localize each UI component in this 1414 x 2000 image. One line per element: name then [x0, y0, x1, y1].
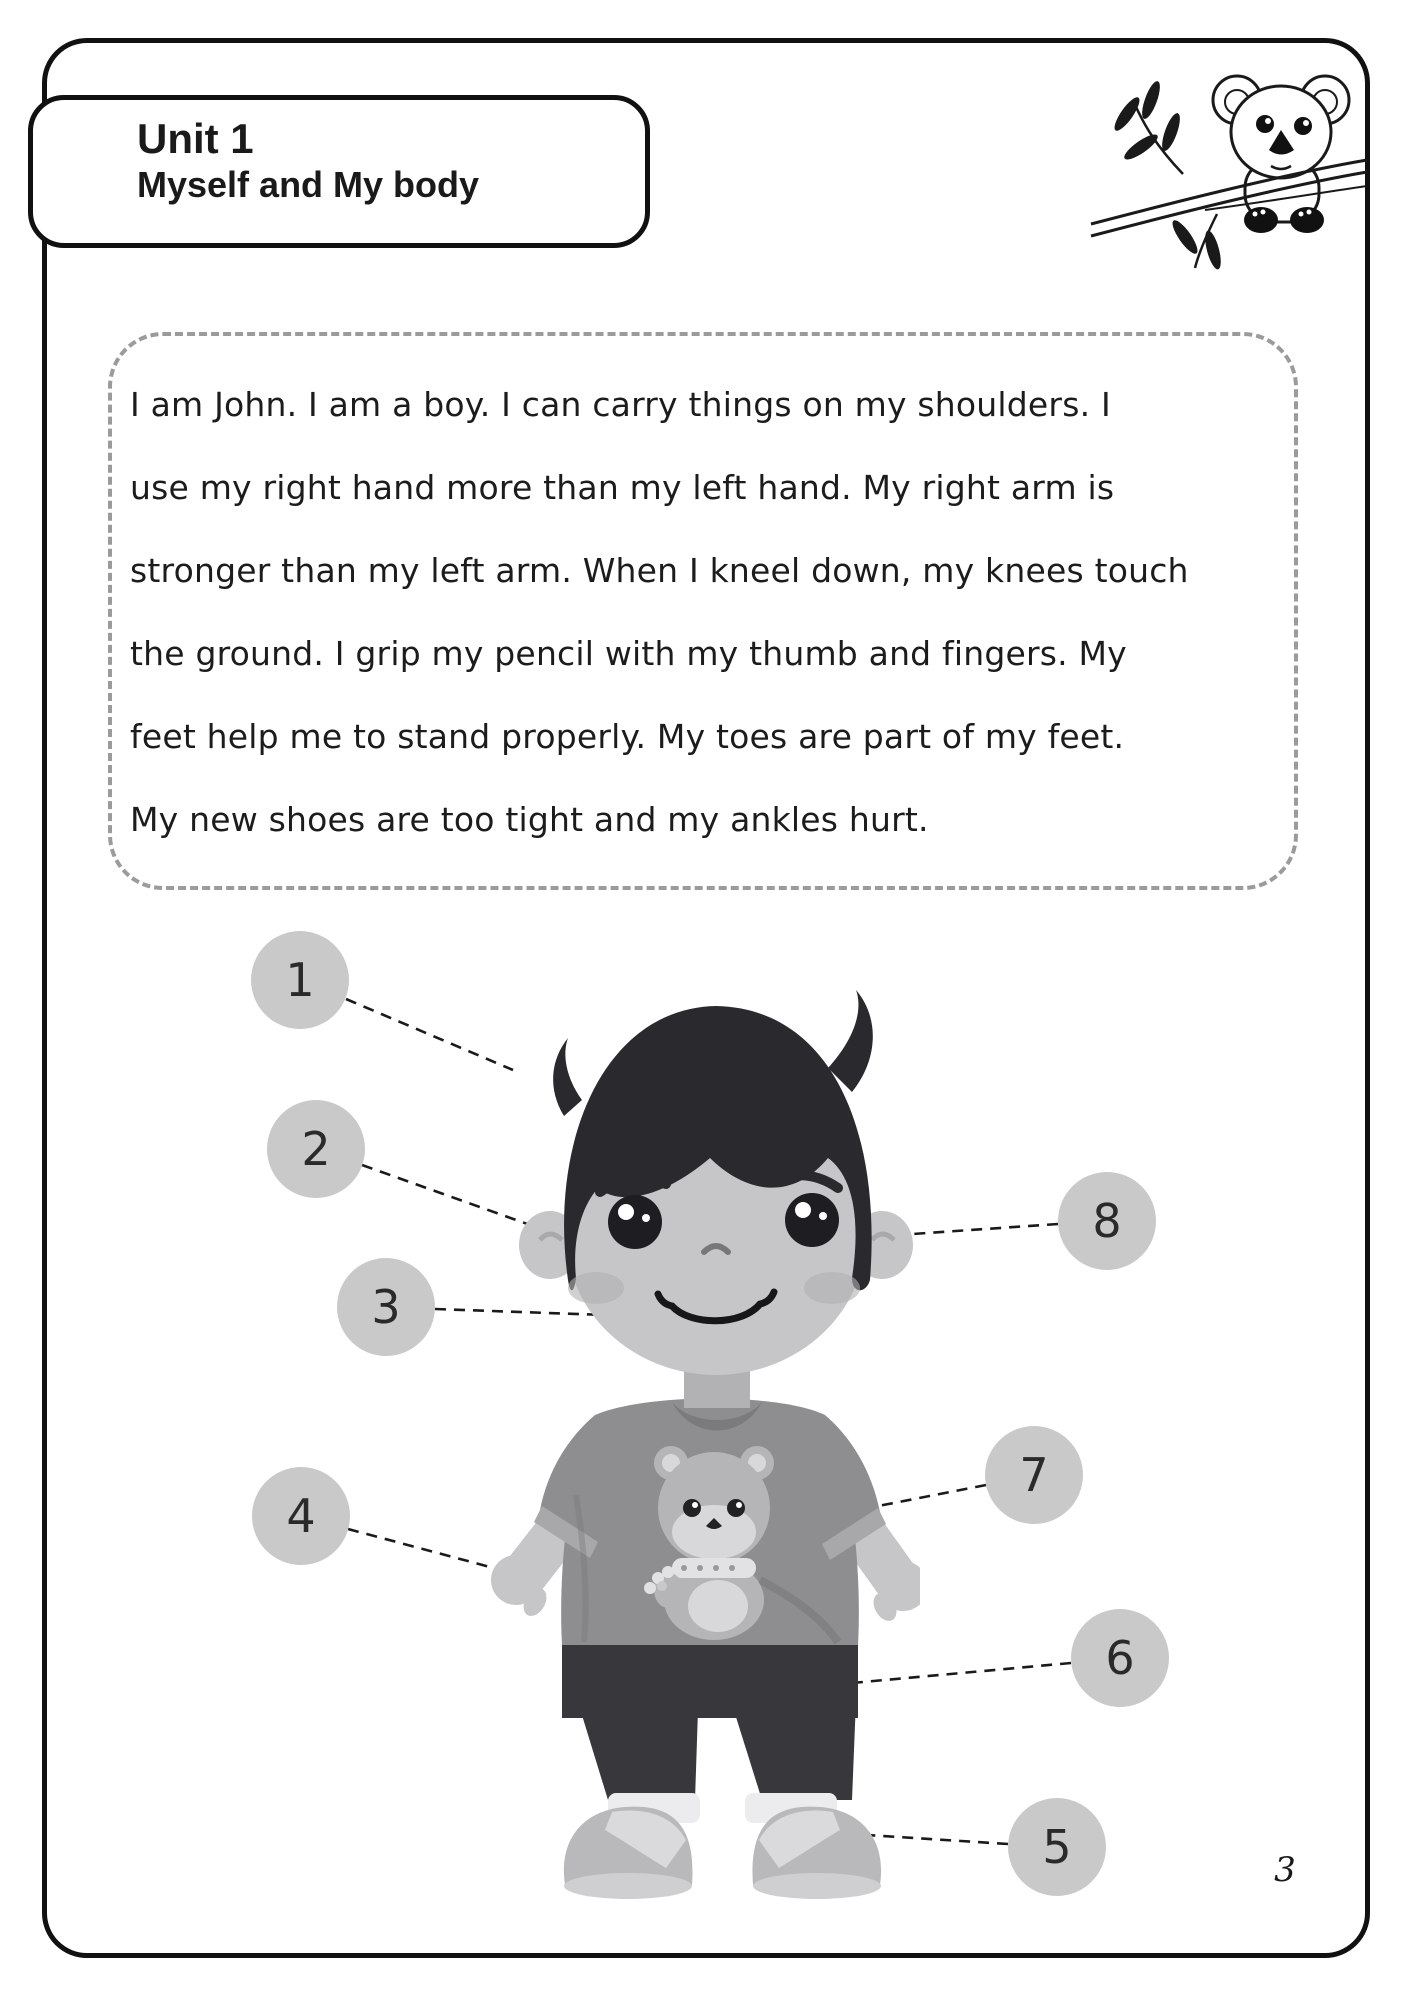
unit-title: Unit 1 — [137, 115, 254, 162]
boy-pants — [562, 1618, 858, 1800]
page-number: 3 — [1274, 1850, 1296, 1890]
label-circle-3: 3 — [337, 1258, 435, 1356]
leaf-cluster — [1111, 79, 1224, 271]
label-circle-4: 4 — [252, 1467, 350, 1565]
label-circle-6: 6 — [1071, 1609, 1169, 1707]
branch — [1091, 160, 1367, 236]
label-circle-2: 2 — [267, 1100, 365, 1198]
passage-line: the ground. I grip my pencil with my thumb and fingers. My — [130, 634, 1127, 673]
boy-left-shoe — [564, 1807, 693, 1899]
boy-right-cheek — [804, 1272, 860, 1304]
passage-line: stronger than my left arm. When I kneel down, my knees touch — [130, 551, 1189, 590]
boy-head — [519, 990, 913, 1408]
boy-right-eye — [785, 1193, 839, 1247]
passage-line: I am John. I am a boy. I can carry things on my shoulders. I — [130, 385, 1111, 424]
passage-line: use my right hand more than my left hand. My right arm is — [130, 468, 1115, 507]
koala-eye — [1294, 117, 1312, 135]
boy-left-eye — [608, 1195, 662, 1249]
boy-illustration — [400, 950, 920, 1950]
passage-line: feet help me to stand properly. My toes are part of my feet. — [130, 717, 1125, 756]
label-circle-5: 5 — [1008, 1798, 1106, 1896]
reading-passage-box — [108, 332, 1298, 890]
koala-body — [1213, 76, 1349, 233]
koala-eye — [1256, 115, 1274, 133]
unit-subtitle: Myself and My body — [137, 163, 480, 205]
label-circle-1: 1 — [251, 931, 349, 1029]
boy-left-cheek — [568, 1272, 624, 1304]
boy-right-shoe — [752, 1807, 881, 1899]
label-circle-7: 7 — [985, 1426, 1083, 1524]
label-circle-8: 8 — [1058, 1172, 1156, 1270]
passage-line: My new shoes are too tight and my ankles hurt. — [130, 800, 929, 839]
unit-title-box — [28, 95, 650, 248]
koala-illustration — [1085, 52, 1370, 272]
